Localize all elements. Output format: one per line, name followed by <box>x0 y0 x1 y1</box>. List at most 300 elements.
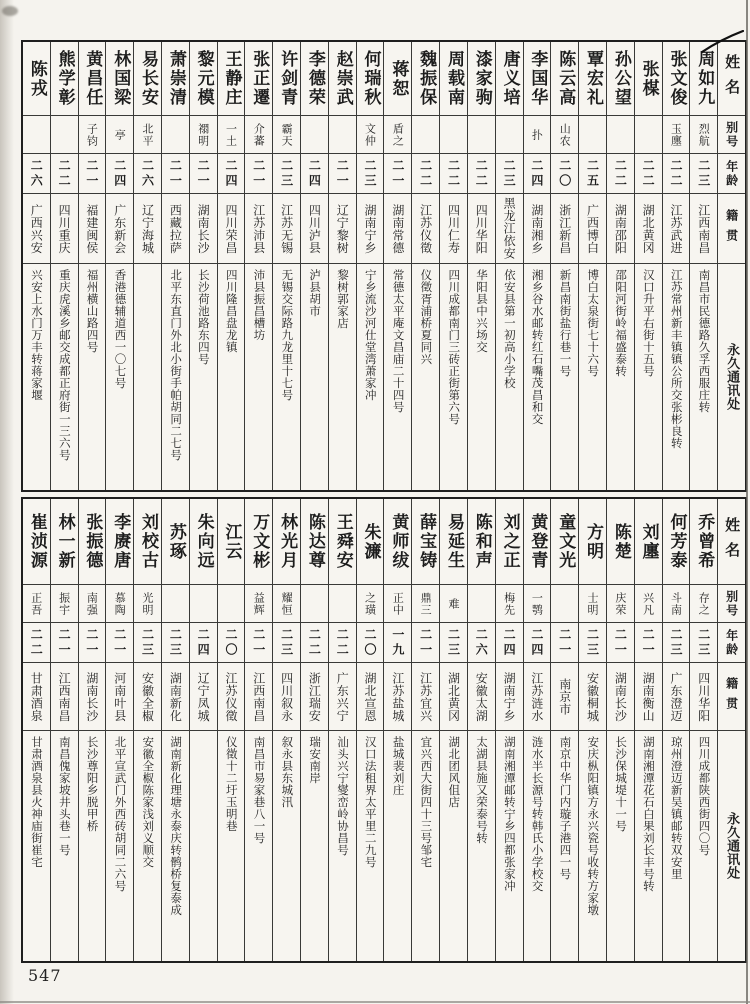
person-native: 安徽太湖 <box>468 663 495 731</box>
person-column <box>467 42 495 490</box>
person-native: 湖南宁乡 <box>496 663 523 731</box>
person-age: 二二 <box>468 154 495 194</box>
person-alias: 霸天 <box>273 116 300 154</box>
person-column <box>244 42 272 490</box>
person-alias <box>635 116 662 154</box>
person-name: 崔浈源 <box>23 499 50 585</box>
scan-smudge <box>2 6 18 16</box>
person-name: 李德荣 <box>301 42 328 116</box>
person-age: 二四 <box>106 154 133 194</box>
person-alias <box>412 116 439 154</box>
person-age: 二三 <box>134 623 161 663</box>
person-name: 朱向远 <box>190 499 217 585</box>
person-address: 重庆虎溪乡邮交成都正府街一三六号 <box>57 269 72 461</box>
person-column <box>634 42 662 490</box>
person-age: 二六 <box>134 154 161 194</box>
person-column <box>606 42 634 490</box>
person-name: 何瑞秋 <box>357 42 384 116</box>
person-age: 二〇 <box>551 154 578 194</box>
person-address: 湖南湘潭花石白果刘长丰号转 <box>641 736 656 892</box>
person-address: 黎树郭家店 <box>335 269 350 329</box>
person-age: 二二 <box>440 154 467 194</box>
person-column <box>105 499 133 961</box>
person-address: 常德太平庵文昌庙二十四号 <box>391 269 406 413</box>
person-column <box>244 499 272 961</box>
person-age: 二一 <box>412 623 439 663</box>
person-alias: 斗南 <box>663 585 690 623</box>
person-address <box>134 264 161 490</box>
roster-table-bottom <box>21 497 747 963</box>
person-address: 北平宣武门外西砖胡同二六号 <box>113 736 128 892</box>
person-age: 二三 <box>273 623 300 663</box>
person-address: 泸县胡市 <box>308 269 323 317</box>
person-name: 张振德 <box>79 499 106 585</box>
person-address: 瑞安南岸 <box>308 736 323 784</box>
person-column <box>217 499 245 961</box>
header-name-label: 姓名 <box>718 499 745 585</box>
person-age: 二四 <box>218 154 245 194</box>
person-age: 二二 <box>412 154 439 194</box>
person-alias: 一鹗 <box>524 585 551 623</box>
person-age: 二二 <box>607 154 634 194</box>
person-address: 南京中华门内璇子港四一号 <box>558 736 573 880</box>
page-edge-bottom <box>0 1001 750 1003</box>
person-column <box>550 42 578 490</box>
person-native: 湖南邵阳 <box>607 194 634 264</box>
person-alias <box>190 585 217 623</box>
person-native: 江苏仪徵 <box>412 194 439 264</box>
person-name: 万文彬 <box>245 499 272 585</box>
person-address: 安徽全椒陈家浅刘义顺交 <box>141 736 156 868</box>
person-address: 四川成都陕西街四〇号 <box>697 736 712 856</box>
person-column <box>411 42 439 490</box>
person-native: 江西南昌 <box>245 663 272 731</box>
person-native: 湖南衡山 <box>635 663 662 731</box>
person-native: 辽宁凤城 <box>190 663 217 731</box>
person-native: 四川仁寿 <box>440 194 467 264</box>
person-column <box>495 42 523 490</box>
header-name-label: 姓名 <box>718 42 745 116</box>
page-edge-right <box>746 0 748 1004</box>
person-alias: 振宇 <box>51 585 78 623</box>
person-alias: 慕陶 <box>106 585 133 623</box>
person-age: 二三 <box>663 623 690 663</box>
header-native-label: 籍贯 <box>718 194 745 264</box>
person-age: 二三 <box>357 154 384 194</box>
person-column <box>662 42 690 490</box>
person-column <box>328 499 356 961</box>
person-name: 黄师绂 <box>384 499 411 585</box>
person-age: 二三 <box>690 154 717 194</box>
person-alias <box>468 585 495 623</box>
person-address: 新昌南街盐行巷一号 <box>558 269 573 377</box>
person-address: 湘乡谷水邮转红石嘴茂昌和交 <box>530 269 545 425</box>
person-name: 刘廛 <box>635 499 662 585</box>
person-name: 李赓唐 <box>106 499 133 585</box>
person-name: 苏琢 <box>162 499 189 585</box>
person-native: 浙江新昌 <box>551 194 578 264</box>
person-alias: 士明 <box>579 585 606 623</box>
person-native: 广西博白 <box>579 194 606 264</box>
person-native: 江苏盐城 <box>384 663 411 731</box>
person-age: 二二 <box>329 623 356 663</box>
header-native-label: 籍贯 <box>718 663 745 731</box>
person-address: 汉口升平右街十五号 <box>641 269 656 377</box>
person-column <box>383 42 411 490</box>
person-column <box>300 499 328 961</box>
person-age: 二五 <box>579 154 606 194</box>
person-alias: 北平 <box>134 116 161 154</box>
person-alias: 存之 <box>690 585 717 623</box>
person-address: 无锡交际路九龙里十七号 <box>280 269 295 401</box>
person-alias <box>301 116 328 154</box>
person-address: 四川隆昌盘龙镇 <box>224 269 239 353</box>
person-alias: 益辉 <box>245 585 272 623</box>
person-name: 陈戎 <box>23 42 50 116</box>
person-age: 二四 <box>301 154 328 194</box>
person-name: 萧崇清 <box>162 42 189 116</box>
header-alias-label: 别号 <box>718 585 745 623</box>
person-column <box>411 499 439 961</box>
person-address <box>190 731 217 961</box>
person-address: 仪徵胥浦桥夏同兴 <box>419 269 434 365</box>
person-age: 二二 <box>301 623 328 663</box>
person-address: 甘肃酒泉县火神庙街崔宅 <box>30 736 45 868</box>
person-native: 福建闽侯 <box>79 194 106 264</box>
person-native: 江苏无锡 <box>273 194 300 264</box>
person-column <box>133 499 161 961</box>
person-native: 四川叙永 <box>273 663 300 731</box>
person-native: 江西南昌 <box>51 663 78 731</box>
person-age: 二三 <box>440 623 467 663</box>
person-address: 南昌市易家巷八一号 <box>252 736 267 844</box>
person-native: 湖北黄冈 <box>440 663 467 731</box>
person-name: 黄登青 <box>524 499 551 585</box>
person-age: 二一 <box>245 154 272 194</box>
person-alias <box>23 116 50 154</box>
person-native: 四川重庆 <box>51 194 78 264</box>
person-name: 魏振保 <box>412 42 439 116</box>
person-native: 四川荣昌 <box>218 194 245 264</box>
person-column <box>523 499 551 961</box>
person-column <box>523 42 551 490</box>
person-address: 琼州澄迈新吴镇邮转双安里 <box>669 736 684 880</box>
person-alias: 山农 <box>551 116 578 154</box>
person-name: 童文光 <box>551 499 578 585</box>
person-address: 安庆枞阳镇方永兴瓷号收转方家墩 <box>586 736 601 916</box>
person-address: 南昌傀家坡井头巷一号 <box>57 736 72 856</box>
person-column <box>439 499 467 961</box>
person-address: 湖南湘潭邮转宁乡四都张家冲 <box>502 736 517 892</box>
person-address: 长沙尊阳乡脱甲桥 <box>85 736 100 832</box>
person-column <box>189 42 217 490</box>
person-native: 甘肃酒泉 <box>23 663 50 731</box>
person-column <box>161 499 189 961</box>
person-alias <box>551 585 578 623</box>
person-alias: 文仲 <box>357 116 384 154</box>
person-name: 孙公望 <box>607 42 634 116</box>
person-native: 江西南昌 <box>690 194 717 264</box>
person-name: 陈和声 <box>468 499 495 585</box>
person-name: 唐义培 <box>496 42 523 116</box>
person-native: 湖南长沙 <box>79 663 106 731</box>
person-column <box>105 42 133 490</box>
person-address: 仪徵十二圩玉明巷 <box>224 736 239 832</box>
person-alias <box>579 116 606 154</box>
header-address-label: 永久通讯处 <box>724 343 740 411</box>
person-alias <box>468 116 495 154</box>
person-age: 二一 <box>162 154 189 194</box>
person-age: 二三 <box>690 623 717 663</box>
person-alias: 耀恒 <box>273 585 300 623</box>
person-address: 北平东直门外北小街手帕胡同二七号 <box>169 269 184 461</box>
person-column <box>328 42 356 490</box>
person-column <box>356 42 384 490</box>
person-alias <box>301 585 328 623</box>
person-name: 乔曾希 <box>690 499 717 585</box>
person-alias: 兴凡 <box>635 585 662 623</box>
person-address: 江苏常州新丰镇镇公所交张彬良转 <box>669 269 684 449</box>
person-alias <box>51 116 78 154</box>
person-age: 二六 <box>23 154 50 194</box>
person-address: 湖南新化理塘永泰庆转鹘桥复泰成 <box>169 736 184 916</box>
person-alias <box>329 585 356 623</box>
person-age: 二二 <box>23 623 50 663</box>
person-age: 二〇 <box>357 623 384 663</box>
person-native: 广西兴安 <box>23 194 50 264</box>
person-age: 二四 <box>190 623 217 663</box>
person-native: 广东兴宁 <box>329 663 356 731</box>
person-age: 二一 <box>329 154 356 194</box>
person-alias: 亭 <box>106 116 133 154</box>
person-name: 林国梁 <box>106 42 133 116</box>
person-address: 四川成都南门三砖正街第六号 <box>447 269 462 425</box>
header-age-label: 年龄 <box>718 154 745 194</box>
header-column <box>717 499 745 961</box>
person-native: 河南叶县 <box>106 663 133 731</box>
person-native: 安徽全椒 <box>134 663 161 731</box>
person-column <box>23 42 50 490</box>
person-alias: 鼎三 <box>412 585 439 623</box>
person-address: 湖北团风伹店 <box>447 736 462 808</box>
person-native: 湖南湘乡 <box>524 194 551 264</box>
person-name: 蒋恕 <box>384 42 411 116</box>
person-address: 华阳县中兴场交 <box>475 269 490 353</box>
person-column <box>356 499 384 961</box>
person-alias <box>162 585 189 623</box>
person-address: 依安县第一初高小学校 <box>502 269 517 389</box>
person-alias <box>329 116 356 154</box>
person-column <box>272 499 300 961</box>
person-age: 二四 <box>496 623 523 663</box>
person-alias: 一土 <box>218 116 245 154</box>
person-age: 一九 <box>384 623 411 663</box>
person-column <box>439 42 467 490</box>
person-age: 二四 <box>524 623 551 663</box>
person-address: 南昌市民德路久孚西服庄转 <box>697 269 712 413</box>
person-address: 邵阳河街岭福盛泰转 <box>614 269 629 377</box>
person-column <box>78 42 106 490</box>
person-native: 浙江瑞安 <box>301 663 328 731</box>
header-alias-label: 别号 <box>718 116 745 154</box>
person-native: 南京市 <box>551 663 578 731</box>
person-alias: 子钧 <box>79 116 106 154</box>
person-name: 薛宝铸 <box>412 499 439 585</box>
person-column <box>272 42 300 490</box>
person-age: 二一 <box>551 623 578 663</box>
person-name: 张文俊 <box>663 42 690 116</box>
person-age: 二三 <box>162 623 189 663</box>
person-native: 湖南常德 <box>384 194 411 264</box>
person-column <box>50 499 78 961</box>
person-address: 叙永县东城汛 <box>280 736 295 808</box>
person-alias: 正吾 <box>23 585 50 623</box>
person-alias <box>496 116 523 154</box>
person-alias: 梅先 <box>496 585 523 623</box>
person-native: 黑龙江依安 <box>496 194 523 264</box>
person-alias: 介蕃 <box>245 116 272 154</box>
person-name: 覃宏礼 <box>579 42 606 116</box>
person-name: 黎元模 <box>190 42 217 116</box>
person-alias <box>162 116 189 154</box>
person-alias: 难 <box>440 585 467 623</box>
person-age: 二六 <box>468 623 495 663</box>
person-name: 王舜安 <box>329 499 356 585</box>
person-native: 辽宁海城 <box>134 194 161 264</box>
person-native: 安徽桐城 <box>579 663 606 731</box>
person-alias: 盾之 <box>384 116 411 154</box>
person-address: 涟水半长源号转韩氏小学校交 <box>530 736 545 892</box>
person-age: 二三 <box>579 623 606 663</box>
person-column <box>578 499 606 961</box>
person-column <box>606 499 634 961</box>
person-address: 福州横山路四号 <box>85 269 100 353</box>
person-name: 朱濂 <box>357 499 384 585</box>
person-address: 宁乡流沙河仕堂湾萧家冲 <box>363 269 378 401</box>
person-address: 宜兴西大街四十三号邹宅 <box>419 736 434 868</box>
person-native: 辽宁黎树 <box>329 194 356 264</box>
person-name: 江云 <box>218 499 245 585</box>
person-name: 张正遷 <box>245 42 272 116</box>
person-native: 广东澄迈 <box>663 663 690 731</box>
person-native: 江苏涟水 <box>524 663 551 731</box>
person-age: 二一 <box>607 623 634 663</box>
person-name: 张楳 <box>635 42 662 116</box>
person-column <box>689 499 717 961</box>
person-native: 江苏武进 <box>663 194 690 264</box>
person-column <box>133 42 161 490</box>
person-column <box>383 499 411 961</box>
person-column <box>495 499 523 961</box>
person-name: 赵崇武 <box>329 42 356 116</box>
person-age: 二一 <box>190 154 217 194</box>
person-name: 周载南 <box>440 42 467 116</box>
person-native: 湖南新化 <box>162 663 189 731</box>
person-name: 刘之正 <box>496 499 523 585</box>
person-name: 陈楚 <box>607 499 634 585</box>
person-address: 汕头兴宁燮峦岭协昌号 <box>335 736 350 856</box>
person-native: 湖南宁乡 <box>357 194 384 264</box>
person-native: 四川华阳 <box>690 663 717 731</box>
person-age: 二一 <box>79 154 106 194</box>
person-column <box>23 499 50 961</box>
person-alias: 正中 <box>384 585 411 623</box>
person-native: 湖北宣恩 <box>357 663 384 731</box>
person-age: 二二 <box>51 154 78 194</box>
person-native: 湖南长沙 <box>190 194 217 264</box>
person-name: 陈云高 <box>551 42 578 116</box>
person-alias <box>440 116 467 154</box>
person-name: 陈达尊 <box>301 499 328 585</box>
person-name: 李国华 <box>524 42 551 116</box>
person-column <box>300 42 328 490</box>
person-alias: 之璜 <box>357 585 384 623</box>
person-alias <box>218 585 245 623</box>
person-age: 二〇 <box>218 623 245 663</box>
person-age: 二一 <box>51 623 78 663</box>
person-column <box>634 499 662 961</box>
roster-table-top <box>21 40 747 492</box>
person-name: 周如九 <box>690 42 717 116</box>
person-address: 博白太泉街七十六号 <box>586 269 601 377</box>
person-name: 何芳泰 <box>663 499 690 585</box>
person-alias: 烈航 <box>690 116 717 154</box>
person-address: 兴安上水门万丰转蒋家堰 <box>30 269 45 401</box>
person-age: 二二 <box>635 154 662 194</box>
person-alias: 庆荣 <box>607 585 634 623</box>
person-alias <box>607 116 634 154</box>
person-native: 江苏沛县 <box>245 194 272 264</box>
page-number: 547 <box>28 966 62 985</box>
person-name: 许剑青 <box>273 42 300 116</box>
person-native: 广东新会 <box>106 194 133 264</box>
person-column <box>662 499 690 961</box>
person-name: 漆家驹 <box>468 42 495 116</box>
person-age: 二四 <box>524 154 551 194</box>
person-address: 长沙荷池路东四号 <box>196 269 211 365</box>
person-address: 太湖县施又荣泰号转 <box>475 736 490 844</box>
person-age: 二三 <box>273 154 300 194</box>
person-name: 王静庄 <box>218 42 245 116</box>
person-native: 湖北黄冈 <box>635 194 662 264</box>
person-alias: 南强 <box>79 585 106 623</box>
person-address: 汉口法租界太平里二九号 <box>363 736 378 868</box>
person-column <box>189 499 217 961</box>
person-column <box>467 499 495 961</box>
person-native: 西藏拉萨 <box>162 194 189 264</box>
person-name: 方明 <box>579 499 606 585</box>
person-column <box>217 42 245 490</box>
person-age: 二二 <box>663 154 690 194</box>
person-alias: 禤明 <box>190 116 217 154</box>
person-name: 易延生 <box>440 499 467 585</box>
person-address: 沛县振昌槽坊 <box>252 269 267 341</box>
header-address-label: 永久通讯处 <box>724 812 740 880</box>
person-column <box>578 42 606 490</box>
person-native: 四川华阳 <box>468 194 495 264</box>
person-age: 二一 <box>245 623 272 663</box>
person-alias: 玉廛 <box>663 116 690 154</box>
person-native: 江苏仪徵 <box>218 663 245 731</box>
person-age: 二一 <box>384 154 411 194</box>
person-age: 二一 <box>79 623 106 663</box>
person-name: 易长安 <box>134 42 161 116</box>
person-address: 长沙保城堤十一号 <box>614 736 629 832</box>
person-native: 江苏宜兴 <box>412 663 439 731</box>
person-column <box>161 42 189 490</box>
person-name: 刘校古 <box>134 499 161 585</box>
person-column <box>689 42 717 490</box>
